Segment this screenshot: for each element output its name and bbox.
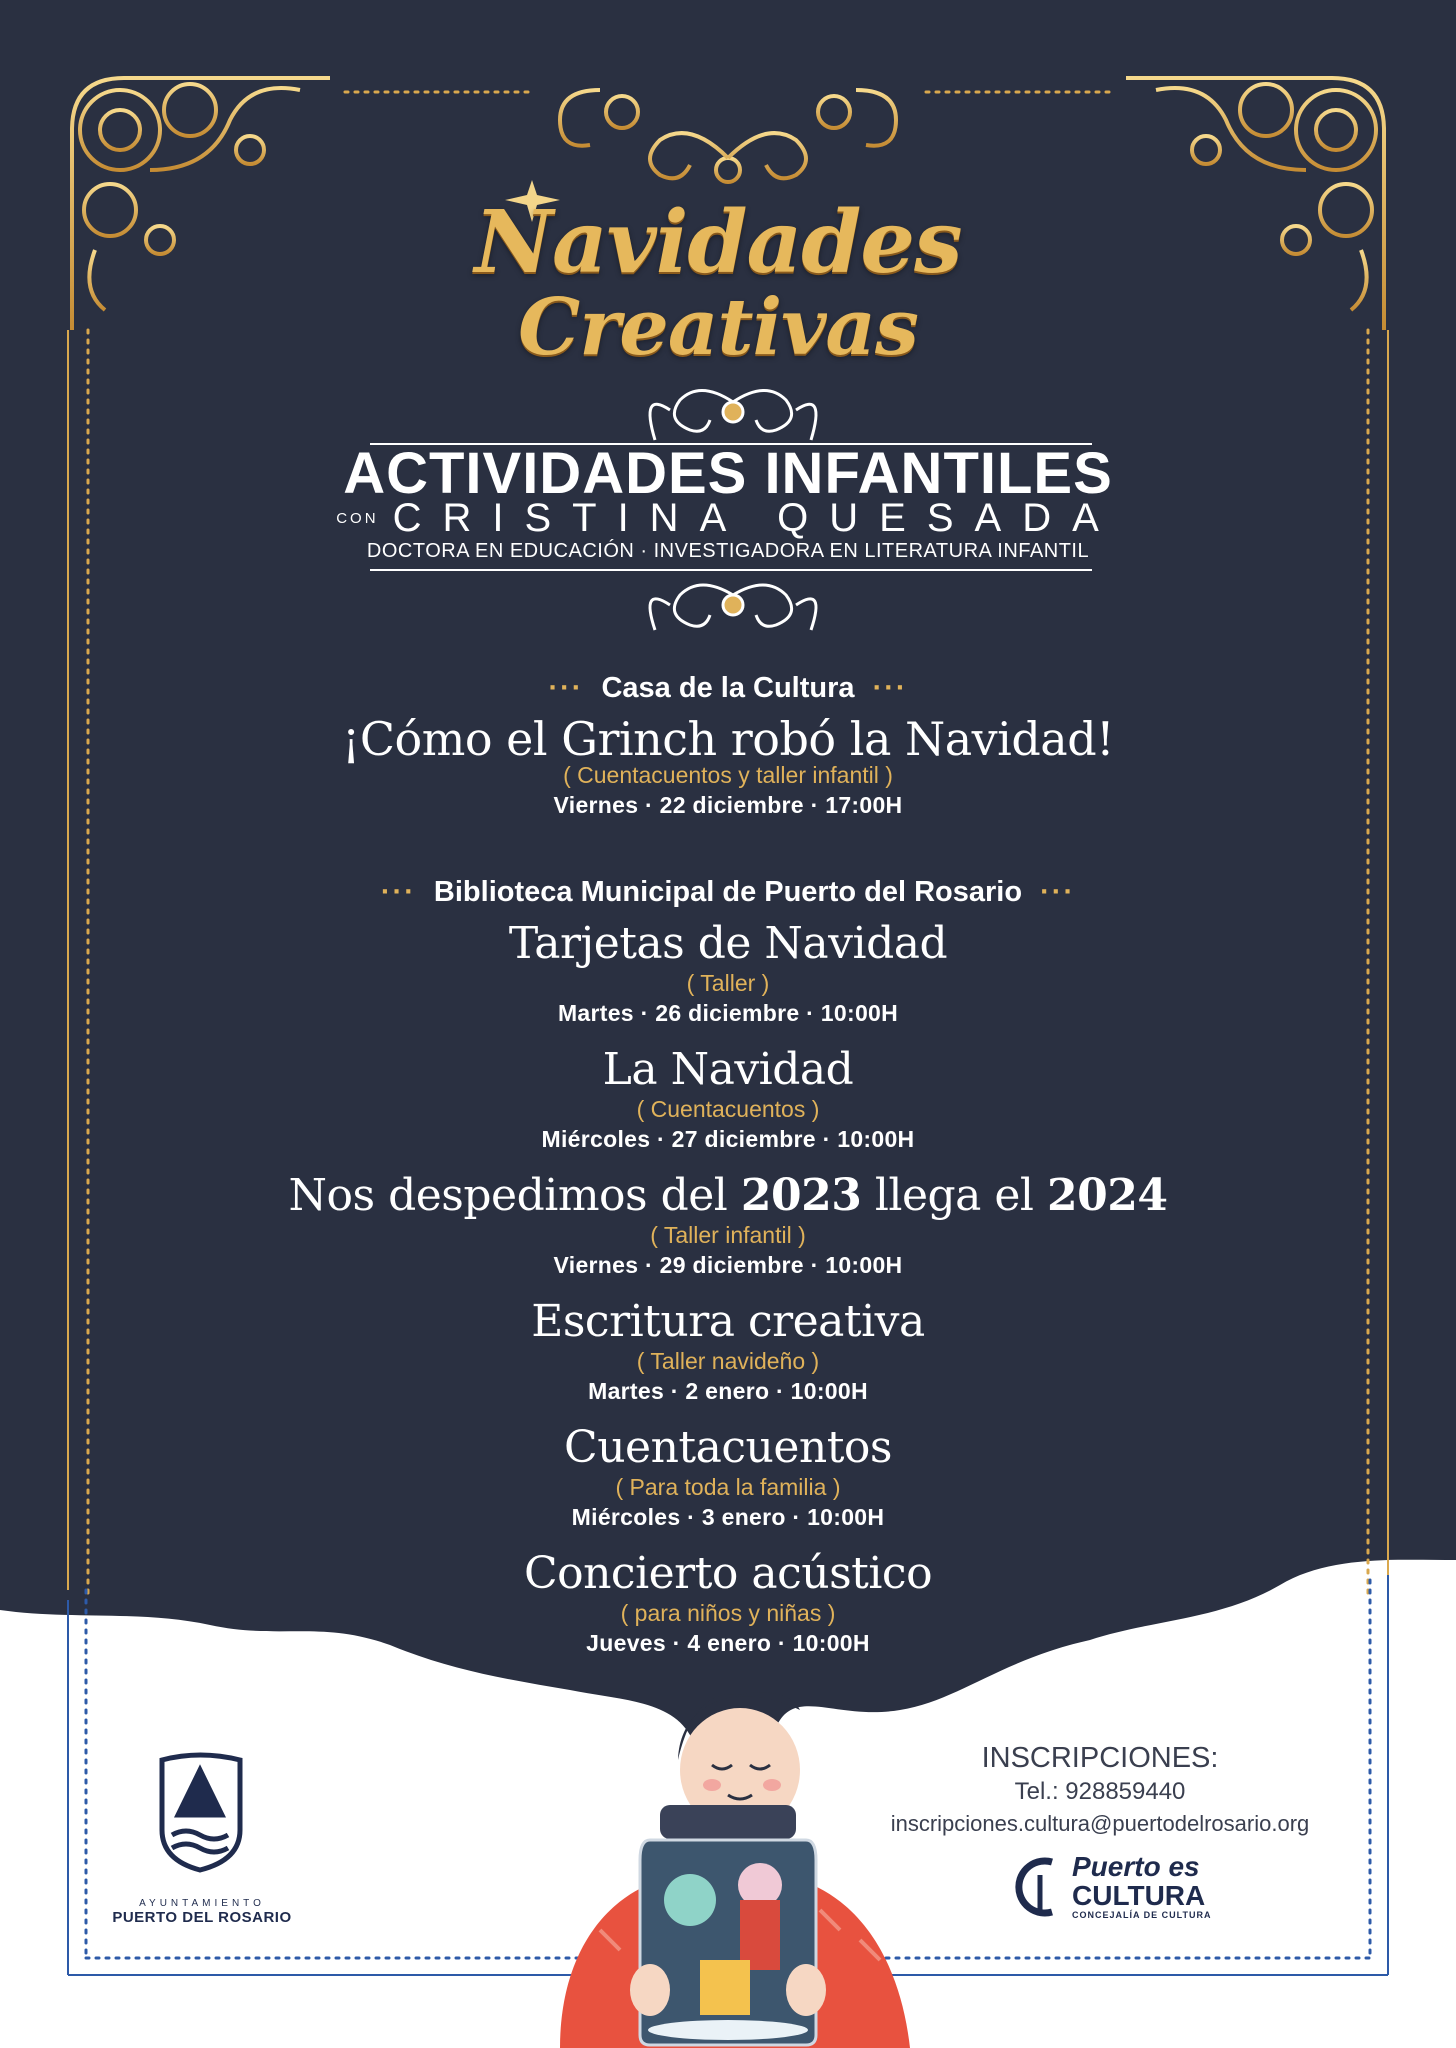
- venue-heading-casa-cultura: [0, 672, 1456, 705]
- cultura-line1: Puerto es: [1072, 1851, 1200, 1882]
- presenter-credentials: DOCTORA EN EDUCACIÓN · INVESTIGADORA EN LITERATURA INFANTIL: [366, 540, 1090, 562]
- event-title-part: Nos despedimos del: [288, 1170, 741, 1221]
- venue-dots: ···: [548, 672, 584, 704]
- title-navidades: Navidades: [474, 192, 962, 293]
- event-subtitle: ( Cuentacuentos y taller infantil ): [563, 762, 893, 788]
- event-subtitle: ( Taller infantil ): [650, 1222, 806, 1248]
- venue-dots: ···: [1040, 876, 1076, 908]
- activities-heading: ACTIVIDADES INFANTILES: [343, 441, 1113, 506]
- event-subtitle: ( Taller navideño ): [636, 1348, 820, 1374]
- con-label: CON: [336, 510, 379, 527]
- event-title: Tarjetas de Navidad: [508, 918, 948, 969]
- event-date: Martes · 26 diciembre · 10:00H: [557, 1000, 899, 1026]
- cultura-line3: CONCEJALÍA DE CULTURA: [1072, 1910, 1212, 1920]
- presenter-row: [0, 496, 1456, 541]
- venue-dots: ···: [872, 672, 908, 704]
- email-link[interactable]: inscripciones.cultura@puertodelrosario.org: [890, 1811, 1310, 1836]
- municipality-name: PUERTO DEL ROSARIO: [112, 1909, 292, 1926]
- cultura-line2: CULTURA: [1072, 1880, 1206, 1911]
- event-title: La Navidad: [602, 1044, 854, 1095]
- event-date: Martes · 2 enero · 10:00H: [588, 1378, 868, 1404]
- event-date: Viernes · 29 diciembre · 10:00H: [553, 1252, 903, 1278]
- event-subtitle: ( Taller ): [686, 970, 770, 996]
- registration-label: INSCRIPCIONES:: [981, 1742, 1219, 1774]
- ayuntamiento-label: AYUNTAMIENTO: [139, 1898, 265, 1909]
- event-subtitle: ( Para toda la familia ): [615, 1474, 841, 1500]
- title-creativas: Creativas: [518, 282, 918, 373]
- event-date: Jueves · 4 enero · 10:00H: [586, 1630, 870, 1656]
- event-date: Miércoles · 27 diciembre · 10:00H: [541, 1126, 915, 1152]
- event-title: Concierto acústico: [523, 1548, 933, 1599]
- event-title: Cuentacuentos: [564, 1422, 892, 1473]
- event-date: Viernes · 22 diciembre · 17:00H: [553, 792, 903, 818]
- event-date: Miércoles · 3 enero · 10:00H: [571, 1504, 885, 1530]
- cultura-logo-text: [1072, 1852, 1272, 1920]
- venue-heading-biblioteca: [0, 876, 1456, 909]
- event-title-part: llega el: [861, 1170, 1047, 1221]
- event-title-year: 2024: [1046, 1170, 1168, 1221]
- ayuntamiento-logo-text: [112, 1898, 292, 1926]
- phone-number[interactable]: Tel.: 928859440: [1014, 1778, 1186, 1805]
- venue-name: Casa de la Cultura: [601, 672, 855, 704]
- event-title: Escritura creativa: [531, 1296, 925, 1347]
- venue-name: Biblioteca Municipal de Puerto del Rosario: [433, 876, 1023, 908]
- presenter-name: CRISTINA QUESADA: [392, 496, 1120, 540]
- event-title: ¡Cómo el Grinch robó la Navidad!: [341, 712, 1115, 766]
- venue-dots: ···: [380, 876, 416, 908]
- event-subtitle: ( para niños y niñas ): [620, 1600, 836, 1626]
- event-title-year: 2023: [740, 1170, 862, 1221]
- contact-block: [860, 1740, 1340, 1840]
- event-subtitle: ( Cuentacuentos ): [636, 1096, 820, 1122]
- event-title-2023-2024: [0, 1170, 1456, 1221]
